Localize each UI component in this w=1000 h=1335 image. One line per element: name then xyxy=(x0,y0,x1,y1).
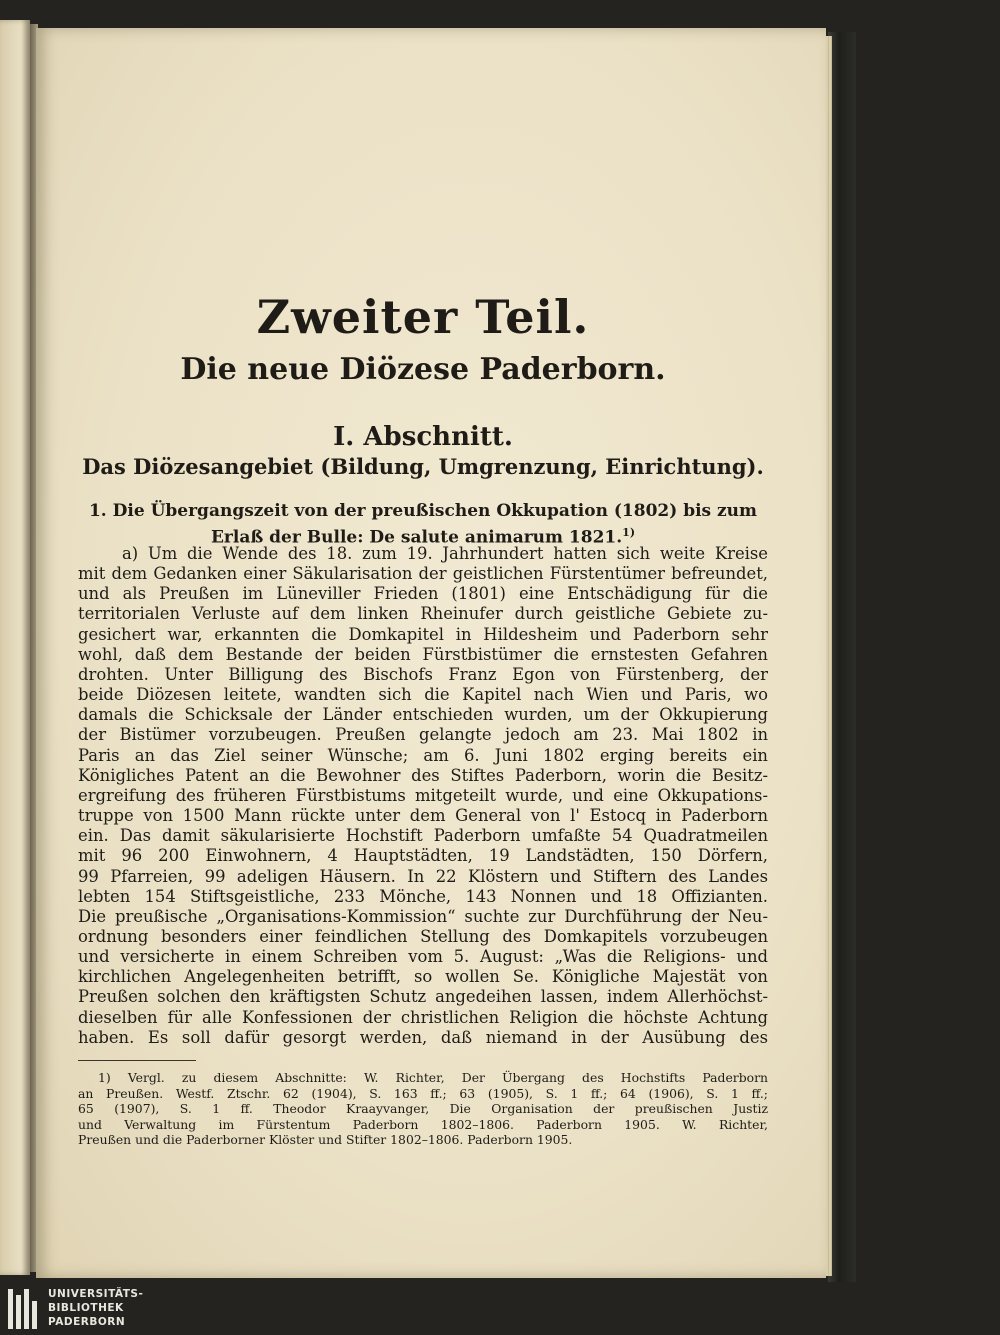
body-text-line: beide Diözesen leitete, wandten sich die Kapitel nach Wien und Paris, wo xyxy=(78,685,768,705)
library-logo-line-1: UNIVERSITÄTS- xyxy=(48,1288,144,1300)
body-text-line: damals die Schicksale der Länder entschieden wurden, um der Okkupierung xyxy=(78,705,768,725)
footnote-divider xyxy=(78,1060,196,1061)
book-cover-edge xyxy=(828,32,856,1282)
body-text-line: mit 96 200 Einwohnern, 4 Hauptstädten, 19 Landstädten, 150 Dörfern, xyxy=(78,846,768,866)
body-text-line: dieselben für alle Konfessionen der christlichen Religion die höchste Achtung xyxy=(78,1007,768,1027)
section-title: I. Abschnitt. xyxy=(333,422,513,452)
body-text-line: Königliches Patent an die Bewohner des Stiftes Paderborn, worin die Besitz- xyxy=(78,765,768,785)
body-text-line: ergreifung des früheren Fürstbistums mitgeteilt wurde, und eine Okkupations- xyxy=(78,785,768,805)
body-text-line: mit dem Gedanken einer Säkularisation der geistlichen Fürstentümer befreundet, xyxy=(78,564,768,584)
body-text-line: ein. Das damit säkularisierte Hochstift Paderborn umfaßte 54 Quadratmeilen xyxy=(78,826,768,846)
library-logo-icon xyxy=(6,1287,42,1331)
part-title: Zweiter Teil. xyxy=(256,290,590,344)
body-paragraph xyxy=(78,544,768,1048)
body-text-line: Preußen solchen den kräftigsten Schutz angedeihen lassen, indem Allerhöchst- xyxy=(78,987,768,1007)
body-text-line: kirchlichen Angelegenheiten betrifft, so wollen Se. Königliche Majestät von xyxy=(78,967,768,987)
body-text-line: gesichert war, erkannten die Domkapitel in Hildesheim und Paderborn sehr xyxy=(78,624,768,644)
page-subtitle: Die neue Diözese Paderborn. xyxy=(180,352,666,387)
footnote-line: an Preußen. Westf. Ztschr. 62 (1904), S. 163 ff.; 63 (1905), S. 1 ff.; 64 (1906), S. 1 ff.; xyxy=(78,1085,768,1101)
section-subtitle: Das Diözesangebiet (Bildung, Umgrenzung, Einrichtung). xyxy=(82,454,764,479)
library-logo xyxy=(0,1283,160,1335)
footnote-line: und Verwaltung im Fürstentum Paderborn 1802–1806. Paderborn 1905. W. Richter, xyxy=(78,1116,768,1132)
footnote-line: 65 (1907), S. 1 ff. Theodor Kraayvanger, Die Organisation der preußischen Justiz xyxy=(78,1101,768,1117)
body-text-line: wohl, daß dem Bestande der beiden Fürstbistümer die ernstesten Gefahren xyxy=(78,644,768,664)
book-page xyxy=(36,28,826,1278)
body-text-line: ordnung besonders einer feindlichen Stellung des Domkapitels vorzubeugen xyxy=(78,926,768,946)
body-text-line: territorialen Verluste auf dem linken Rheinufer durch geistliche Gebiete zu- xyxy=(78,604,768,624)
body-text-line: a) Um die Wende des 18. zum 19. Jahrhundert hatten sich weite Kreise xyxy=(122,544,768,563)
footnote-line: Preußen und die Paderborner Klöster und Stifter 1802–1806. Paderborn 1905. xyxy=(78,1132,573,1148)
body-text-line: haben. Es soll dafür gesorgt werden, daß niemand in der Ausübung des xyxy=(78,1027,768,1047)
library-logo-text xyxy=(48,1287,143,1329)
body-text-line: lebten 154 Stiftsgeistliche, 233 Mönche, 143 Nonnen und 18 Offizianten. xyxy=(78,886,768,906)
library-logo-line-2: BIBLIOTHEK xyxy=(48,1302,124,1314)
facing-page-edge xyxy=(0,20,30,1275)
chapter-heading-text: Erlaß der Bulle: De salute animarum 1821. xyxy=(210,527,623,548)
body-text-line: und als Preußen im Lüneviller Frieden (1801) eine Entschädigung für die xyxy=(78,584,768,604)
body-text-line: 99 Pfarreien, 99 adeligen Häusern. In 22 Klöstern und Stiftern des Landes xyxy=(78,866,768,886)
chapter-heading xyxy=(78,500,768,549)
library-logo-line-3: PADERBORN xyxy=(48,1316,126,1328)
body-text-line: drohten. Unter Billigung des Bischofs Franz Egon von Fürstenberg, der xyxy=(78,664,768,684)
body-text-line: Paris an das Ziel seiner Wünsche; am 6. Juni 1802 erging bereits ein xyxy=(78,745,768,765)
chapter-heading-line-1: 1. Die Übergangszeit von der preußischen Okkupation (1802) bis zum xyxy=(88,501,758,521)
footnote xyxy=(78,1070,768,1148)
footnote-line: 1) Vergl. zu diesem Abschnitte: W. Richter, Der Übergang des Hochstifts Paderborn xyxy=(98,1070,768,1085)
body-text-line: truppe von 1500 Mann rückte unter dem General von l' Estocq in Paderborn xyxy=(78,806,768,826)
footnote-marker: 1) xyxy=(622,526,636,539)
body-text-line: Die preußische „Organisations-Kommission“ suchte zur Durchführung der Neu- xyxy=(78,906,768,926)
body-text-line: der Bistümer vorzubeugen. Preußen gelangte jedoch am 23. Mai 1802 in xyxy=(78,725,768,745)
body-text-line: und versicherte in einem Schreiben vom 5. August: „Was die Religions- und xyxy=(78,947,768,967)
